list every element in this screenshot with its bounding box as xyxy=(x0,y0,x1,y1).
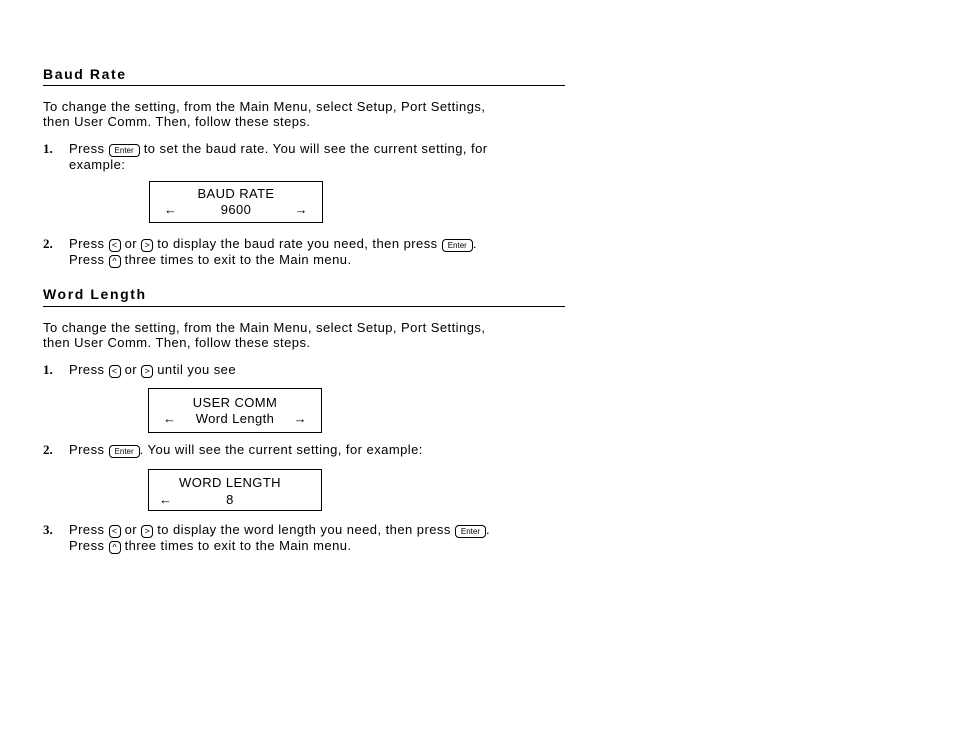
lcd-value: 8 xyxy=(226,492,234,507)
step-text: Press xyxy=(69,538,105,553)
section-heading-baud-rate: Baud Rate xyxy=(43,66,127,82)
step-number: 2. xyxy=(43,442,53,457)
intro-line: To change the setting, from the Main Menu, select Setup, Port Settings, xyxy=(43,99,486,114)
lcd-display-user-comm xyxy=(148,388,322,433)
step-text: to display the word length you need, then press xyxy=(157,522,451,537)
step-text: Press xyxy=(69,236,105,251)
step-text: Press xyxy=(69,522,105,537)
right-key-icon: > xyxy=(141,525,153,538)
step-text: until you see xyxy=(157,362,237,377)
lcd-display-baud-rate xyxy=(149,181,323,223)
step-text: . xyxy=(472,236,477,251)
word-step-2 xyxy=(69,442,569,458)
left-key-icon: < xyxy=(109,239,121,252)
baud-rate-intro xyxy=(43,99,573,129)
word-step-1 xyxy=(69,362,569,378)
step-text: or xyxy=(124,522,138,537)
up-key-icon: ^ xyxy=(109,255,121,268)
step-text: or xyxy=(124,236,138,251)
lcd-line-1: BAUD RATE xyxy=(197,186,275,201)
intro-line: then User Comm. Then, follow these steps. xyxy=(43,114,311,129)
left-key-icon: < xyxy=(109,525,121,538)
step-number: 3. xyxy=(43,522,53,537)
word-step-3 xyxy=(69,522,569,554)
right-key-icon: > xyxy=(141,365,153,378)
step-text: three times to exit to the Main menu. xyxy=(124,252,352,267)
word-length-intro xyxy=(43,320,573,350)
section-heading-word-length: Word Length xyxy=(43,286,147,302)
enter-key-icon: Enter xyxy=(455,525,486,538)
enter-key-icon: Enter xyxy=(109,144,140,157)
step-text: . xyxy=(486,522,491,537)
step-text: Press xyxy=(69,442,105,457)
step-text: example: xyxy=(69,157,126,172)
step-number: 1. xyxy=(43,362,53,377)
intro-line: To change the setting, from the Main Menu, select Setup, Port Settings, xyxy=(43,320,486,335)
section-rule xyxy=(43,306,565,307)
step-text: Press xyxy=(69,362,105,377)
up-key-icon: ^ xyxy=(109,541,121,554)
left-arrow-icon: ← xyxy=(164,202,178,217)
right-arrow-icon: → xyxy=(294,202,308,217)
step-number: 2. xyxy=(43,236,53,251)
left-key-icon: < xyxy=(109,365,121,378)
step-text: to display the baud rate you need, then press xyxy=(157,236,438,251)
step-text: or xyxy=(124,362,138,377)
lcd-value: 9600 xyxy=(220,202,252,217)
right-arrow-icon: → xyxy=(293,411,307,426)
left-arrow-icon: ← xyxy=(159,492,173,507)
step-text: . You will see the current setting, for example: xyxy=(139,442,423,457)
right-key-icon: > xyxy=(141,239,153,252)
left-arrow-icon: ← xyxy=(163,411,177,426)
section-rule xyxy=(43,85,565,86)
lcd-line-1: WORD LENGTH xyxy=(179,475,281,490)
step-text: three times to exit to the Main menu. xyxy=(124,538,352,553)
step-number: 1. xyxy=(43,141,53,156)
step-text: to set the baud rate. You will see the current setting, for xyxy=(143,141,488,156)
intro-line: then User Comm. Then, follow these steps. xyxy=(43,335,311,350)
step-text: Press xyxy=(69,252,105,267)
enter-key-icon: Enter xyxy=(442,239,473,252)
baud-step-2 xyxy=(69,236,569,268)
lcd-line-2: Word Length xyxy=(195,411,275,426)
step-text: Press xyxy=(69,141,105,156)
lcd-line-1: USER COMM xyxy=(192,395,278,410)
enter-key-icon: Enter xyxy=(109,445,140,458)
lcd-display-word-length xyxy=(148,469,322,511)
baud-step-1 xyxy=(69,141,569,172)
